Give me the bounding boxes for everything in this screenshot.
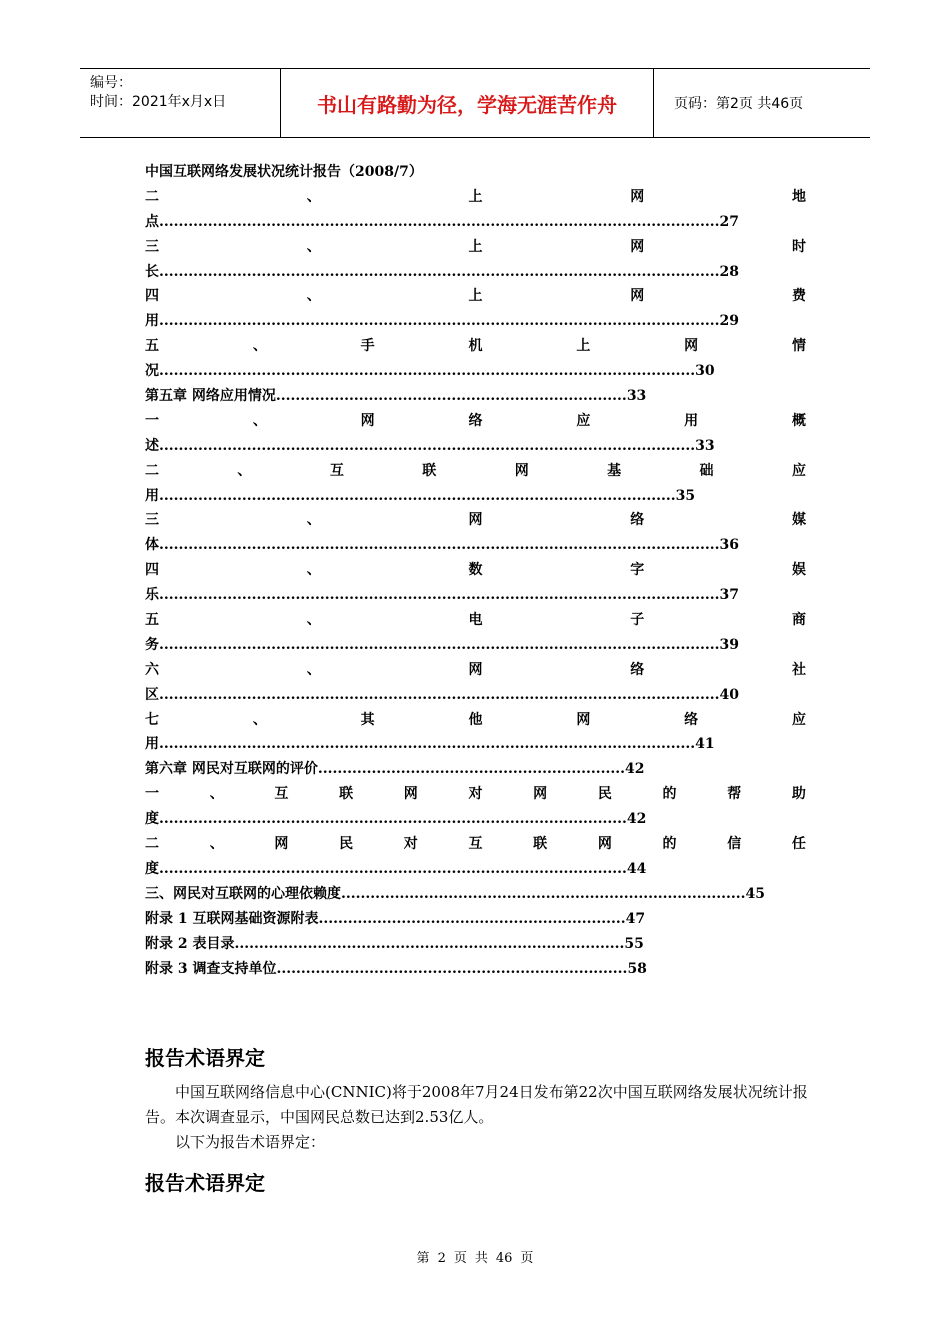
toc-char: 他 (468, 711, 483, 728)
page-header (80, 68, 870, 138)
toc-entry[interactable] (145, 957, 806, 982)
toc-char: 网 (630, 238, 645, 255)
toc-char: 一 (145, 786, 159, 803)
footer-page-number: 2 (437, 1251, 446, 1266)
toc-entry-spread-line (145, 508, 806, 533)
toc-page-number: 39 (719, 636, 739, 653)
toc-char: 对 (468, 786, 483, 803)
toc-entry-label: 附录 3 调查支持单位 (145, 960, 277, 977)
toc-entry-label: 附录 1 互联网基础资源附表 (145, 910, 319, 927)
toc-entry-spread-line (145, 284, 806, 309)
toc-entry-tail: 长 (145, 263, 159, 280)
toc-entry-spread-line (145, 832, 806, 857)
toc-char: 手 (360, 338, 375, 355)
toc-char: 网 (360, 412, 375, 429)
number-label: 编号： (90, 75, 132, 91)
toc-char: 二 (145, 836, 159, 853)
toc-char: 网 (576, 711, 591, 728)
time-label: 时间：2021年x月x日 (90, 94, 227, 110)
toc-title: 中国互联网络发展状况统计报告（2008/7） (145, 164, 423, 180)
toc-char: 联 (339, 786, 354, 803)
toc-page-number: 36 (719, 537, 739, 554)
toc-char: 网 (533, 786, 548, 803)
table-of-contents (145, 160, 806, 981)
toc-char: 基 (607, 462, 622, 479)
toc-leader-dots: ................................................................................................................... (159, 636, 720, 653)
toc-entry-tail: 况 (145, 363, 159, 380)
toc-leader-dots: ................................................................................................................... (159, 213, 720, 230)
toc-char: 电 (468, 612, 483, 629)
toc-char: 机 (468, 338, 483, 355)
section-heading-2: 报告术语界定 (145, 1171, 265, 1195)
toc-char: 信 (727, 836, 742, 853)
toc-entry-tail: 度 (145, 860, 159, 877)
toc-entry-spread-line (145, 409, 806, 434)
toc-char: 、 (306, 512, 321, 529)
page-label-text: 页码：第2页 共46页 (674, 96, 804, 112)
toc-char: 、 (306, 562, 321, 579)
toc-page-number: 55 (624, 935, 644, 952)
toc-char: 、 (209, 836, 224, 853)
header-motto: 书山有路勤为径，学海无涯苦作舟 (281, 69, 654, 137)
toc-char: 网 (403, 786, 418, 803)
toc-char: 一 (145, 412, 159, 429)
toc-leader-dots: ................................................................................ (234, 935, 625, 952)
toc-entry[interactable] (145, 907, 806, 932)
toc-leader-dots: .............................................................................................................. (159, 363, 696, 380)
footer-part: 页 (453, 1251, 467, 1266)
toc-page-number: 45 (745, 885, 766, 902)
toc-char: 络 (468, 412, 483, 429)
toc-char: 上 (468, 288, 483, 305)
toc-char: 地 (792, 188, 806, 205)
toc-entry-tail: 乐 (145, 587, 159, 604)
toc-char: 费 (792, 288, 806, 305)
toc-leader-dots: .............................................................................................................. (159, 736, 696, 753)
toc-char: 络 (630, 512, 645, 529)
toc-entry-leader-line[interactable] (145, 807, 806, 832)
toc-leader-dots: ................................................................................... (341, 885, 746, 902)
toc-char: 其 (360, 711, 375, 728)
toc-char: 对 (403, 836, 418, 853)
toc-entry[interactable] (145, 384, 806, 409)
toc-char: 络 (684, 711, 699, 728)
toc-entry-tail: 体 (145, 537, 159, 554)
toc-page-number: 42 (626, 811, 647, 828)
toc-char: 应 (791, 711, 806, 728)
toc-char: 四 (145, 562, 159, 579)
toc-entry-spread-line (145, 558, 806, 583)
toc-entry-leader-line[interactable] (145, 583, 806, 608)
toc-leader-dots: ........................................................................ (275, 388, 627, 405)
toc-entry-spread-line (145, 185, 806, 210)
toc-page-number: 27 (719, 213, 739, 230)
toc-char: 联 (422, 462, 437, 479)
toc-entry-leader-line[interactable] (145, 434, 806, 459)
toc-char: 数 (468, 562, 483, 579)
footer-part: 第 (416, 1251, 430, 1266)
toc-char: 互 (274, 786, 289, 803)
footer-part: 页 (520, 1251, 534, 1266)
toc-page-number: 35 (675, 487, 696, 504)
toc-leader-dots: ................................................................................................ (159, 811, 627, 828)
toc-char: 的 (662, 836, 677, 853)
header-page-label (664, 69, 870, 137)
toc-entry-leader-line[interactable] (145, 359, 806, 384)
toc-char: 二 (145, 462, 159, 479)
section-heading: 报告术语界定 (145, 1046, 265, 1070)
toc-page-number: 41 (695, 736, 715, 753)
toc-char: 社 (792, 661, 806, 678)
toc-page-number: 40 (719, 686, 739, 703)
toc-char: 网 (684, 338, 699, 355)
toc-char: 、 (306, 612, 321, 629)
toc-entry-leader-line[interactable] (145, 633, 806, 658)
toc-char: 帮 (727, 786, 742, 803)
toc-char: 网 (514, 462, 529, 479)
toc-leader-dots: ................................................................................................................... (159, 587, 720, 604)
toc-entry-leader-line[interactable] (145, 683, 806, 708)
toc-char: 子 (630, 612, 645, 629)
toc-char: 三 (145, 238, 159, 255)
page-footer (0, 1247, 950, 1266)
toc-entry-tail: 述 (145, 437, 159, 454)
footer-part: 共 (474, 1251, 488, 1266)
toc-entry-label: 第五章 网络应用情况 (145, 388, 276, 405)
toc-entry-spread-line (145, 334, 806, 359)
toc-char: 五 (145, 612, 159, 629)
toc-char: 商 (792, 612, 806, 629)
toc-char: 上 (576, 338, 591, 355)
toc-entry-leader-line[interactable] (145, 732, 806, 757)
toc-char: 应 (791, 462, 806, 479)
toc-page-number: 47 (625, 910, 646, 927)
toc-entry-tail: 用 (145, 736, 159, 753)
footer-total-pages: 46 (495, 1251, 513, 1266)
toc-char: 民 (597, 786, 612, 803)
toc-char: 、 (306, 188, 321, 205)
intro-paragraph-2: 以下为报告术语界定： (175, 1133, 326, 1151)
toc-entry-leader-line[interactable] (145, 484, 806, 509)
toc-char: 助 (791, 786, 806, 803)
toc-char: 任 (791, 836, 806, 853)
toc-page-number: 30 (695, 363, 715, 380)
toc-char: 上 (468, 238, 483, 255)
toc-char: 民 (339, 836, 354, 853)
intro-paragraph: 中国互联网络信息中心(CNNIC)将于2008年7月24日发布第22次中国互联网络发展状况统计报告。本次调查显示，中国网民总数已达到2.53亿人。 (145, 1083, 808, 1126)
toc-char: 络 (630, 661, 645, 678)
toc-char: 七 (145, 711, 159, 728)
toc-char: 情 (791, 338, 806, 355)
header-meta-cell (80, 69, 281, 137)
toc-entry-spread-line (145, 235, 806, 260)
toc-char: 、 (306, 661, 321, 678)
toc-entry-leader-line[interactable] (145, 210, 806, 235)
toc-page-number: 33 (626, 388, 647, 405)
toc-char: 互 (329, 462, 344, 479)
toc-page-number: 58 (627, 960, 647, 977)
toc-entry-tail: 点 (145, 213, 159, 230)
toc-char: 、 (209, 786, 224, 803)
toc-char: 的 (662, 786, 677, 803)
toc-char: 网 (597, 836, 612, 853)
toc-char: 四 (145, 288, 159, 305)
toc-leader-dots: .......................................................................................................... (159, 487, 676, 504)
toc-entry-tail: 务 (145, 636, 159, 653)
toc-char: 础 (699, 462, 714, 479)
toc-page-number: 28 (719, 263, 739, 280)
toc-char: 媒 (792, 512, 806, 529)
toc-entry-leader-line[interactable] (145, 309, 806, 334)
toc-entry-label: 第六章 网民对互联网的评价 (145, 761, 318, 778)
toc-entry[interactable] (145, 932, 806, 957)
toc-entry[interactable] (145, 757, 806, 782)
toc-entry-tail: 用 (145, 313, 159, 330)
toc-char: 五 (145, 338, 159, 355)
toc-leader-dots: ................................................................................................................... (159, 537, 720, 554)
toc-leader-dots: .............................................................................................................. (159, 437, 696, 454)
toc-char: 娱 (792, 562, 806, 579)
toc-char: 时 (792, 238, 806, 255)
toc-char: 、 (252, 338, 267, 355)
toc-char: 应 (576, 412, 591, 429)
toc-page-number: 37 (719, 587, 739, 604)
toc-page-number: 33 (695, 437, 715, 454)
toc-leader-dots: ................................................................................................ (159, 860, 627, 877)
toc-leader-dots: ................................................................................................................... (159, 263, 720, 280)
toc-char: 网 (468, 512, 483, 529)
toc-char: 网 (630, 288, 645, 305)
toc-entry-spread-line (145, 782, 806, 807)
toc-char: 、 (306, 288, 321, 305)
toc-char: 概 (791, 412, 806, 429)
toc-char: 联 (533, 836, 548, 853)
toc-char: 三 (145, 512, 159, 529)
toc-char: 六 (145, 661, 159, 678)
toc-entry-tail: 用 (145, 487, 159, 504)
toc-page-number: 42 (624, 761, 645, 778)
toc-char: 用 (684, 412, 699, 429)
toc-char: 、 (306, 238, 321, 255)
toc-char: 、 (237, 462, 252, 479)
toc-char: 、 (252, 412, 267, 429)
toc-entry-spread-line (145, 658, 806, 683)
toc-leader-dots: ............................................................... (317, 761, 625, 778)
toc-leader-dots: ............................................................... (318, 910, 626, 927)
toc-entry-spread-line (145, 608, 806, 633)
toc-entry-label: 三、网民对互联网的心理依赖度 (145, 885, 341, 902)
toc-char: 网 (468, 661, 483, 678)
toc-char: 二 (145, 188, 159, 205)
toc-char: 互 (468, 836, 483, 853)
toc-entry-label: 附录 2 表目录 (145, 935, 235, 952)
toc-leader-dots: ................................................................................................................... (159, 313, 720, 330)
toc-entry-leader-line[interactable] (145, 260, 806, 285)
toc-entry[interactable] (145, 882, 806, 907)
toc-char: 字 (630, 562, 645, 579)
toc-char: 网 (630, 188, 645, 205)
toc-char: 上 (468, 188, 483, 205)
toc-page-number: 44 (626, 860, 647, 877)
toc-entry-leader-line[interactable] (145, 857, 806, 882)
toc-entry-tail: 度 (145, 811, 159, 828)
toc-char: 网 (274, 836, 289, 853)
toc-entry-tail: 区 (145, 686, 159, 703)
toc-entry-spread-line (145, 708, 806, 733)
toc-leader-dots: ........................................................................ (276, 960, 628, 977)
toc-entry-spread-line (145, 459, 806, 484)
toc-page-number: 29 (719, 313, 739, 330)
toc-leader-dots: ................................................................................................................... (159, 686, 720, 703)
toc-entry-leader-line[interactable] (145, 533, 806, 558)
toc-char: 、 (252, 711, 267, 728)
